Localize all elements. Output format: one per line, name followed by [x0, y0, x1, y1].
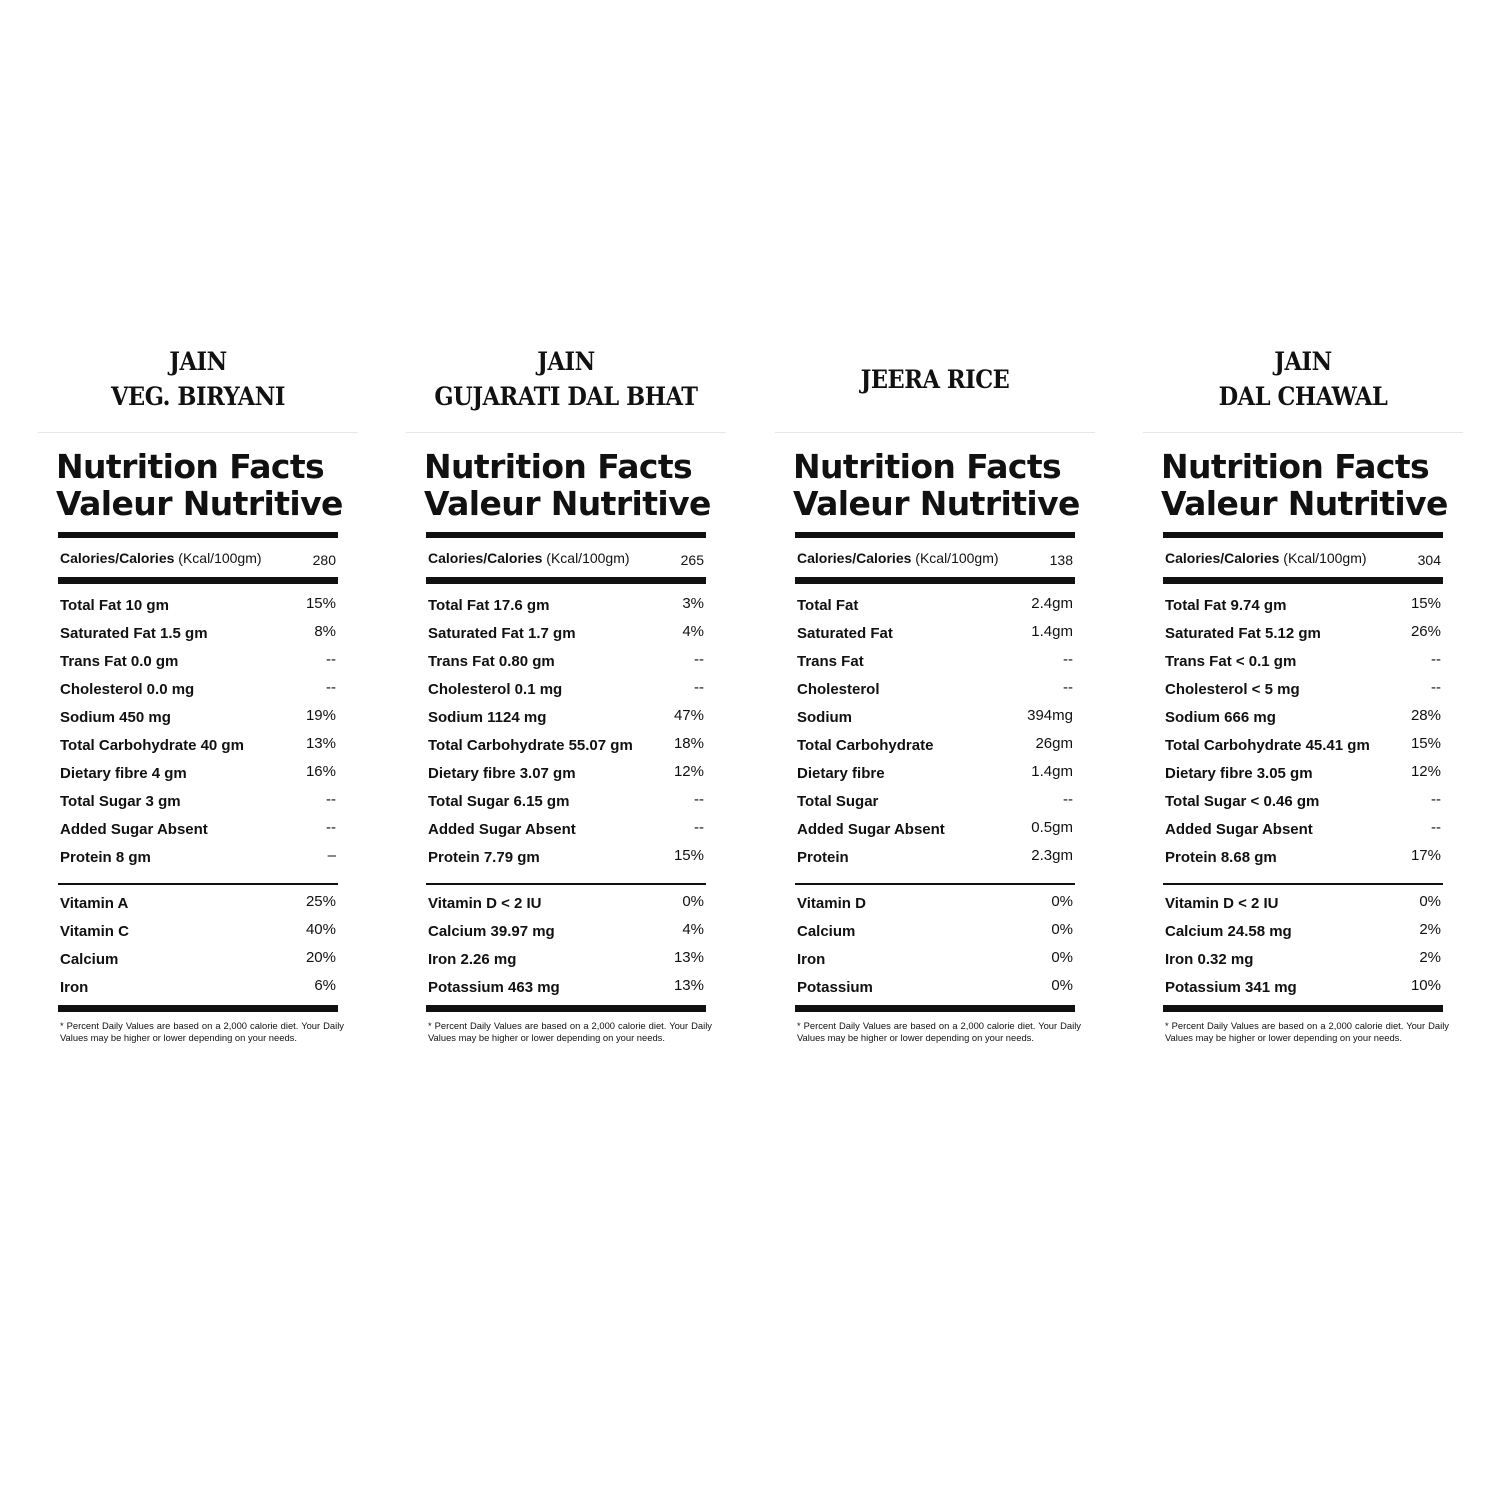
nutrient-value: --	[326, 791, 336, 808]
nutrient-value: --	[1063, 791, 1073, 808]
nutrient-row	[797, 733, 1073, 761]
nutrient-value: --	[694, 679, 704, 696]
nutrient-name: Saturated Fat 1.7 gm	[428, 625, 576, 642]
nutrient-row	[60, 649, 336, 677]
nutrient-value: 3%	[682, 595, 704, 612]
nutrient-name: Total Carbohydrate	[797, 737, 934, 754]
vitamin-list	[428, 891, 704, 1003]
nutrient-row	[797, 845, 1073, 873]
nutrient-value: 2%	[1419, 949, 1441, 966]
vitamin-row	[60, 947, 336, 975]
nutrient-value: 15%	[305, 595, 336, 612]
nutrient-value: 40%	[305, 921, 336, 938]
calories-value: 304	[1417, 552, 1441, 568]
title-line-2: VEG. BIRYANI	[110, 382, 286, 411]
nutrient-name: Vitamin D	[797, 895, 866, 912]
title-line-2: JEERA RICE	[860, 365, 1010, 394]
nutrient-row	[428, 621, 704, 649]
product-title	[422, 344, 710, 414]
nutrient-value: 20%	[305, 949, 336, 966]
nutrient-row	[428, 789, 704, 817]
title-line-1: JAIN	[1274, 347, 1332, 376]
nutrient-row	[1165, 621, 1441, 649]
nutrient-value: 4%	[682, 921, 704, 938]
nutrient-name: Saturated Fat 5.12 gm	[1165, 625, 1321, 642]
nutrient-name: Added Sugar Absent	[1165, 821, 1313, 838]
nutrient-row	[60, 817, 336, 845]
nutrient-name: Iron	[797, 951, 826, 968]
vitamin-row	[797, 919, 1073, 947]
nutrient-value: --	[694, 651, 704, 668]
calories-label: Calories/Calories (Kcal/100gm)	[1165, 550, 1367, 566]
nutrient-value: 0%	[1419, 893, 1441, 910]
nutrient-row	[1165, 705, 1441, 733]
title-divider	[775, 432, 1095, 433]
nutrient-name: Added Sugar Absent	[428, 821, 576, 838]
rule-thin	[1163, 883, 1443, 885]
nutrient-name: Protein 8.68 gm	[1165, 849, 1277, 866]
nutrient-value: 2.4gm	[1031, 595, 1073, 612]
vitamin-row	[428, 975, 704, 1003]
nutrient-row	[1165, 677, 1441, 705]
nutrient-value: 13%	[305, 735, 336, 752]
nutrient-value: 4%	[682, 623, 704, 640]
calories-label: Calories/Calories (Kcal/100gm)	[797, 550, 999, 566]
nutrient-list	[797, 593, 1073, 873]
nutrient-name: Trans Fat < 0.1 gm	[1165, 653, 1297, 670]
nutrient-row	[60, 733, 336, 761]
nutrient-row	[797, 677, 1073, 705]
vitamin-row	[428, 947, 704, 975]
vitamin-row	[1165, 919, 1441, 947]
rule-thin	[58, 883, 338, 885]
nutrient-name: Sodium 666 mg	[1165, 709, 1276, 726]
nutrient-name: Cholesterol 0.0 mg	[60, 681, 195, 698]
nutrient-value: 15%	[673, 847, 704, 864]
title-divider	[1143, 432, 1463, 433]
nutrient-name: Vitamin A	[60, 895, 129, 912]
nutrient-name: Total Carbohydrate 45.41 gm	[1165, 737, 1370, 754]
nutrient-row	[60, 845, 336, 873]
vitamin-row	[60, 919, 336, 947]
nutrient-name: Protein 8 gm	[60, 849, 151, 866]
calories-row	[1165, 548, 1441, 570]
nutrient-name: Total Sugar 6.15 gm	[428, 793, 570, 810]
nutrient-list	[60, 593, 336, 873]
vitamin-row	[1165, 891, 1441, 919]
nutrient-value: 12%	[673, 763, 704, 780]
nutrient-name: Sodium 450 mg	[60, 709, 171, 726]
nutrient-list	[1165, 593, 1441, 873]
nutrient-name: Calcium 24.58 mg	[1165, 923, 1292, 940]
nutrient-row	[428, 593, 704, 621]
panel-gujarati-dal-bhat	[406, 340, 726, 1070]
nutrient-name: Dietary fibre 3.07 gm	[428, 765, 576, 782]
nutrient-value: 15%	[1410, 735, 1441, 752]
nutrient-name: Dietary fibre	[797, 765, 885, 782]
footnote: * Percent Daily Values are based on a 2,000 calorie diet. Your Daily Values may be higher or lower depending on your needs.	[60, 1020, 344, 1043]
nutrient-value: 16%	[305, 763, 336, 780]
nutrient-value: 2.3gm	[1031, 847, 1073, 864]
heading-english: Nutrition Facts	[56, 447, 325, 486]
calories-row	[428, 548, 704, 570]
rule-calories	[58, 577, 338, 584]
nutrient-row	[797, 593, 1073, 621]
title-line-2: DAL CHAWAL	[1218, 382, 1388, 411]
heading-english: Nutrition Facts	[424, 447, 693, 486]
nutrient-name: Added Sugar Absent	[797, 821, 945, 838]
nutrient-value: 19%	[305, 707, 336, 724]
nutrient-name: Dietary fibre 4 gm	[60, 765, 187, 782]
nutrition-heading	[424, 448, 724, 522]
rule-top	[426, 532, 706, 538]
nutrient-value: --	[1431, 679, 1441, 696]
vitamin-row	[1165, 975, 1441, 1003]
nutrient-name: Total Sugar 3 gm	[60, 793, 181, 810]
footnote: * Percent Daily Values are based on a 2,000 calorie diet. Your Daily Values may be higher or lower depending on your needs.	[1165, 1020, 1449, 1043]
nutrient-value: 394mg	[1027, 707, 1073, 724]
nutrient-row	[1165, 845, 1441, 873]
nutrient-name: Potassium	[797, 979, 873, 996]
calories-label: Calories/Calories (Kcal/100gm)	[60, 550, 262, 566]
title-line-2: GUJARATI DAL BHAT	[434, 382, 698, 411]
rule-bottom	[1163, 1005, 1443, 1012]
nutrient-value: 47%	[673, 707, 704, 724]
nutrient-name: Vitamin D < 2 IU	[428, 895, 542, 912]
nutrient-name: Trans Fat 0.0 gm	[60, 653, 179, 670]
nutrient-name: Total Carbohydrate 40 gm	[60, 737, 244, 754]
heading-french: Valeur Nutritive	[793, 484, 1080, 523]
rule-thin	[795, 883, 1075, 885]
nutrient-name: Total Fat 10 gm	[60, 597, 169, 614]
nutrient-value: 1.4gm	[1031, 623, 1073, 640]
nutrient-list	[428, 593, 704, 873]
nutrient-name: Cholesterol 0.1 mg	[428, 681, 563, 698]
product-title	[1159, 344, 1447, 414]
nutrient-name: Total Fat 17.6 gm	[428, 597, 550, 614]
vitamin-row	[797, 891, 1073, 919]
rule-top	[58, 532, 338, 538]
calories-value: 280	[312, 552, 336, 568]
nutrient-value: --	[326, 819, 336, 836]
nutrient-name: Iron 0.32 mg	[1165, 951, 1254, 968]
nutrient-value: 26gm	[1035, 735, 1073, 752]
nutrient-row	[428, 677, 704, 705]
nutrient-name: Total Fat	[797, 597, 859, 614]
nutrient-row	[60, 593, 336, 621]
title-line-1: JAIN	[169, 347, 227, 376]
nutrient-name: Total Carbohydrate 55.07 gm	[428, 737, 633, 754]
heading-english: Nutrition Facts	[793, 447, 1062, 486]
nutrient-row	[60, 621, 336, 649]
nutrient-name: Cholesterol	[797, 681, 880, 698]
title-divider	[38, 432, 358, 433]
nutrient-row	[60, 789, 336, 817]
nutrient-value: 26%	[1410, 623, 1441, 640]
nutrient-value: --	[1431, 791, 1441, 808]
vitamin-row	[428, 891, 704, 919]
rule-thin	[426, 883, 706, 885]
rule-calories	[795, 577, 1075, 584]
vitamin-row	[797, 947, 1073, 975]
vitamin-row	[60, 975, 336, 1003]
nutrient-value: --	[694, 791, 704, 808]
nutrient-value: --	[1431, 819, 1441, 836]
vitamin-row	[60, 891, 336, 919]
nutrient-name: Protein	[797, 849, 849, 866]
nutrient-name: Sodium	[797, 709, 852, 726]
nutrient-name: Total Sugar	[797, 793, 879, 810]
vitamin-list	[60, 891, 336, 1003]
nutrient-row	[797, 761, 1073, 789]
nutrient-row	[1165, 649, 1441, 677]
rule-bottom	[426, 1005, 706, 1012]
title-line-1: JAIN	[537, 347, 595, 376]
vitamin-row	[1165, 947, 1441, 975]
nutrient-value: 12%	[1410, 763, 1441, 780]
nutrient-name: Calcium 39.97 mg	[428, 923, 555, 940]
panel-jeera-rice	[775, 340, 1095, 1070]
calories-label: Calories/Calories (Kcal/100gm)	[428, 550, 630, 566]
rule-top	[795, 532, 1075, 538]
rule-bottom	[58, 1005, 338, 1012]
nutrient-name: Saturated Fat 1.5 gm	[60, 625, 208, 642]
nutrient-row	[60, 677, 336, 705]
nutrient-name: Potassium 463 mg	[428, 979, 560, 996]
heading-french: Valeur Nutritive	[424, 484, 711, 523]
nutrient-row	[797, 817, 1073, 845]
nutrient-row	[428, 845, 704, 873]
rule-calories	[426, 577, 706, 584]
vitamin-row	[797, 975, 1073, 1003]
nutrient-name: Protein 7.79 gm	[428, 849, 540, 866]
nutrient-value: 0%	[1051, 921, 1073, 938]
nutrient-name: Saturated Fat	[797, 625, 893, 642]
nutrient-name: Potassium 341 mg	[1165, 979, 1297, 996]
title-divider	[406, 432, 726, 433]
nutrient-name: Trans Fat	[797, 653, 864, 670]
nutrient-value: 0%	[1051, 949, 1073, 966]
nutrition-heading	[1161, 448, 1461, 522]
nutrient-name: Vitamin C	[60, 923, 129, 940]
nutrient-value: --	[1063, 679, 1073, 696]
nutrient-name: Total Sugar < 0.46 gm	[1165, 793, 1320, 810]
nutrient-value: 17%	[1410, 847, 1441, 864]
product-title	[54, 344, 342, 414]
nutrient-row	[428, 817, 704, 845]
rule-top	[1163, 532, 1443, 538]
nutrient-row	[60, 705, 336, 733]
nutrient-value: 18%	[673, 735, 704, 752]
nutrient-value: --	[1063, 651, 1073, 668]
nutrient-value: 25%	[305, 893, 336, 910]
panel-veg-biryani	[38, 340, 358, 1070]
calories-row	[60, 548, 336, 570]
heading-french: Valeur Nutritive	[56, 484, 343, 523]
nutrient-name: Trans Fat 0.80 gm	[428, 653, 555, 670]
nutrient-value: 28%	[1410, 707, 1441, 724]
nutrient-value: 0.5gm	[1031, 819, 1073, 836]
nutrient-value: 10%	[1410, 977, 1441, 994]
calories-value: 138	[1049, 552, 1073, 568]
nutrient-value: --	[1431, 651, 1441, 668]
nutrient-value: 6%	[314, 977, 336, 994]
calories-row	[797, 548, 1073, 570]
nutrient-value: --	[326, 679, 336, 696]
nutrient-value: 8%	[314, 623, 336, 640]
nutrient-value: –	[327, 847, 336, 864]
nutrient-row	[428, 705, 704, 733]
nutrient-name: Cholesterol < 5 mg	[1165, 681, 1300, 698]
heading-french: Valeur Nutritive	[1161, 484, 1448, 523]
nutrient-name: Vitamin D < 2 IU	[1165, 895, 1279, 912]
nutrient-name: Calcium	[797, 923, 856, 940]
nutrient-row	[1165, 733, 1441, 761]
nutrient-row	[60, 761, 336, 789]
nutrient-name: Calcium	[60, 951, 119, 968]
nutrient-name: Sodium 1124 mg	[428, 709, 547, 726]
nutrient-row	[1165, 817, 1441, 845]
nutrient-value: 13%	[673, 977, 704, 994]
nutrient-row	[797, 621, 1073, 649]
footnote: * Percent Daily Values are based on a 2,000 calorie diet. Your Daily Values may be higher or lower depending on your needs.	[428, 1020, 712, 1043]
nutrient-row	[797, 789, 1073, 817]
nutrient-value: 15%	[1410, 595, 1441, 612]
nutrition-heading	[56, 448, 356, 522]
nutrient-row	[797, 649, 1073, 677]
nutrient-value: 1.4gm	[1031, 763, 1073, 780]
nutrient-row	[797, 705, 1073, 733]
product-title	[791, 362, 1079, 397]
nutrient-value: 0%	[682, 893, 704, 910]
nutrient-row	[428, 649, 704, 677]
vitamin-list	[1165, 891, 1441, 1003]
vitamin-list	[797, 891, 1073, 1003]
nutrient-value: 2%	[1419, 921, 1441, 938]
rule-calories	[1163, 577, 1443, 584]
panel-dal-chawal	[1143, 340, 1463, 1070]
nutrition-heading	[793, 448, 1093, 522]
nutrient-name: Iron 2.26 mg	[428, 951, 517, 968]
nutrient-row	[428, 761, 704, 789]
nutrient-value: --	[694, 819, 704, 836]
vitamin-row	[428, 919, 704, 947]
footnote: * Percent Daily Values are based on a 2,000 calorie diet. Your Daily Values may be higher or lower depending on your needs.	[797, 1020, 1081, 1043]
heading-english: Nutrition Facts	[1161, 447, 1430, 486]
nutrient-name: Iron	[60, 979, 89, 996]
nutrient-value: 0%	[1051, 893, 1073, 910]
nutrient-row	[1165, 593, 1441, 621]
nutrient-row	[1165, 789, 1441, 817]
calories-value: 265	[680, 552, 704, 568]
nutrient-name: Added Sugar Absent	[60, 821, 208, 838]
rule-bottom	[795, 1005, 1075, 1012]
nutrient-name: Total Fat 9.74 gm	[1165, 597, 1287, 614]
nutrient-value: --	[326, 651, 336, 668]
nutrient-row	[1165, 761, 1441, 789]
nutrient-name: Dietary fibre 3.05 gm	[1165, 765, 1313, 782]
nutrient-value: 0%	[1051, 977, 1073, 994]
nutrient-row	[428, 733, 704, 761]
nutrient-value: 13%	[673, 949, 704, 966]
